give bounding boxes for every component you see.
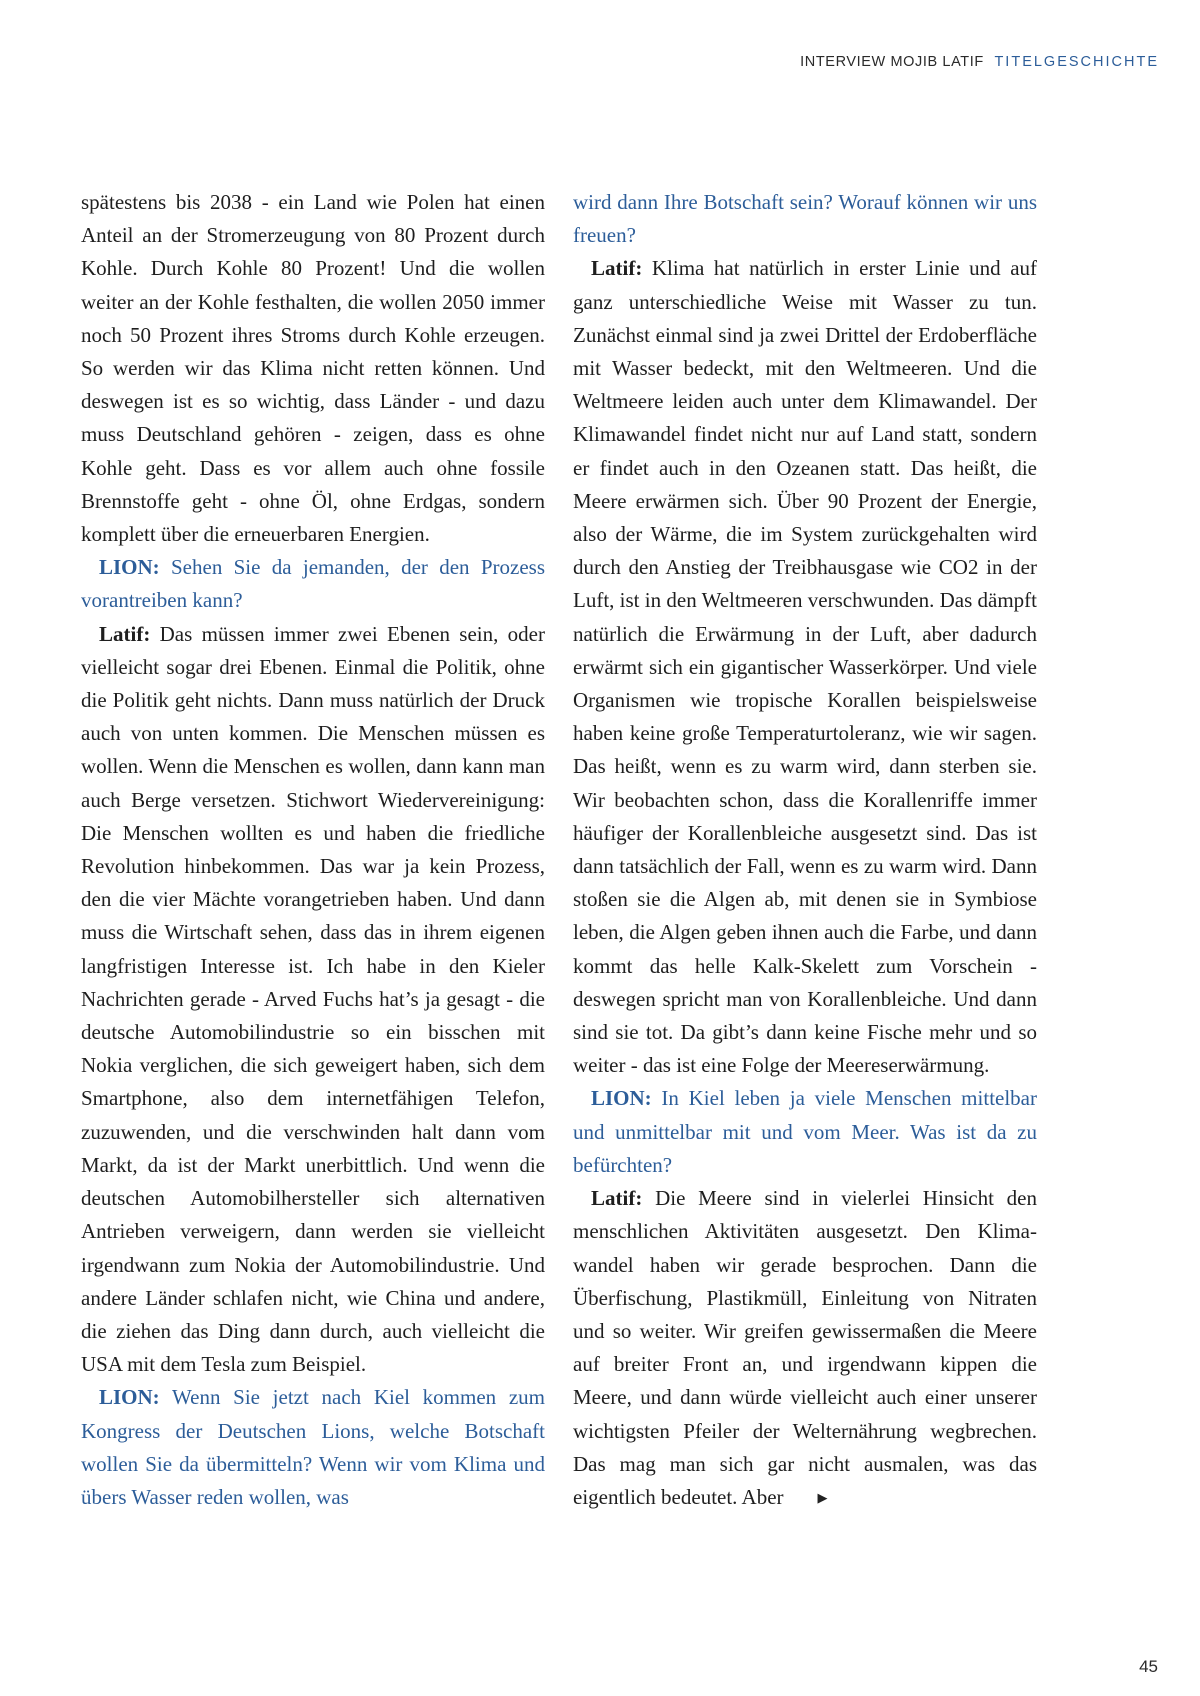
answer-text: Das müssen immer zwei Ebenen sein, oder vielleicht sogar drei Ebenen. Einmal die Politik, ohne die Politik geht nichts. Dann muss natürlich der Druck auch von unten kommen. Die Menschen müssen es wollen. Wenn die Menschen es wollen, dann kann man auch Berge versetzen. Stichwort Wiedervereinigung: Die Menschen wollten es und haben die friedliche Revolution hinbekommen. Das war ja kein Prozess, den die vier Mächte vorangetrieben haben. Und dann muss die Wirtschaft sehen, dass das in ihrem eigenen langfristigen Interesse ist. Ich habe in den Kieler Nachrichten gerade - Arved Fuchs hat’s ja gesagt - die deutsche Automobilindustrie so ein bisschen mit Nokia verglichen, die sich geweigert haben, sich dem Smartphone, also dem internetfähigen Telefon, zuzuwenden, und die verschwinden halt dann vom Markt, da ist der Markt unerbittlich. Und wenn die deutschen Automobilhersteller sich alternativen Antrieben verweigern, dann werden sie vielleicht irgendwann zum Nokia der Automobilindustrie. Und andere Länder schlafen nicht, wie China und andere, die ziehen das Ding dann durch, auch vielleicht die USA mit dem Tesla zum Beispiel. xyxy=(81,621,545,1377)
header-section: TITELGESCHICHTE xyxy=(994,54,1159,70)
answer-text: Klima hat natürlich in erster Linie und auf ganz unterschiedliche Weise mit Wasser zu tun. Zunächst einmal sind ja zwei Drittel der Erdoberfläche mit Wasser bedeckt, mit den Weltmeeren. Und die Weltmeere leiden auch unter dem Klimawandel. Der Klimawandel findet nicht nur auf Land statt, sondern er findet auch in den Ozeanen statt. Das heißt, die Meere erwärmen sich. Über 90 Prozent der Energie, also der Wärme, die im System zurückgehalten wird durch den Anstieg der Treibhausgase wie CO2 in der Luft, ist in den Weltmeeren verschwunden. Das dämpft natürlich die Erwärmung in der Luft, aber dadurch erwärmt sich ein gigantischer Wasserkörper. Und viele Organismen wie tropische Korallen beispielsweise haben keine große Temperaturtoleranz, wie wir sagen. Das heißt, wenn es zu warm wird, dann sterben sie. Wir beobachten schon, dass die Korallenriffe immer häufiger der Korallenbleiche ausgesetzt sind. Das ist dann tatsächlich der Fall, wenn es zu warm wird. Dann stoßen sie die Algen ab, mit denen sie in Symbiose leben, die Algen geben ihnen auch die Farbe, und dann kommt das helle Kalk-Skelett zum Vorschein - deswegen spricht man von Korallenbleiche. Und dann sind sie tot. Da gibt’s dann keine Fische mehr und so weiter - das ist eine Folge der Meereserwärmung. xyxy=(573,256,1038,1078)
right-column xyxy=(573,186,1037,1515)
question-text: In Kiel leben ja viele Menschen mittelbar und unmittelbar mit und vom Meer. Was ist da zu befürchten? xyxy=(573,1086,1037,1177)
speaker-latif: Latif: xyxy=(99,621,151,646)
answer xyxy=(573,252,1037,1082)
continue-arrow-icon: ▶ xyxy=(817,1490,828,1506)
speaker-latif: Latif: xyxy=(591,256,643,281)
speaker-lion: LION: xyxy=(591,1086,652,1111)
question xyxy=(573,1082,1037,1182)
page-number: 45 xyxy=(1139,1657,1158,1676)
question-text: Sehen Sie da jemanden, der den Prozess vorantreiben kann? xyxy=(81,555,545,613)
running-header xyxy=(800,54,1159,70)
header-title: INTERVIEW MOJIB LATIF xyxy=(800,54,984,70)
answer xyxy=(573,1182,1037,1515)
paragraph: spätestens bis 2038 - ein Land wie Polen hat einen Anteil an der Stromerzeugung von 80 Prozent durch Kohle. Durch Kohle 80 Prozent! Und die wollen weiter an der Kohle festhalten, die wollen 2050 immer noch 50 Prozent ihres Stroms durch Kohle erzeugen. So werden wir das Klima nicht retten können. Und deswegen ist es so wichtig, dass Länder - und dazu muss Deutschland gehören - zeigen, dass es ohne Kohle geht. Dass es vor allem auch ohne fossile Brennstoffe geht - ohne Öl, ohne Erdgas, sondern komplett über die erneuerbaren Energien. xyxy=(81,190,545,547)
answer-text: Die Meere sind in vielerlei Hinsicht den menschlichen Aktivitäten ausgesetzt. Den Klimawandel haben wir gerade besprochen. Dann die Überfischung, Plastikmüll, Einleitung von Nitraten und so weiter. Wir greifen gewissermaßen die Meere auf breiter Front an, und irgendwann kippen die Meere, und dann würde vielleicht auch einer unserer wichtigsten Pfeiler der Welternährung wegbrechen. Das mag man sich gar nicht ausmalen, was das eigentlich bedeutet. Aber xyxy=(573,1186,1037,1509)
question xyxy=(81,551,545,617)
question-continued: wird dann Ihre Botschaft sein? Worauf können wir uns freuen? xyxy=(573,190,1037,248)
speaker-lion: LION: xyxy=(99,555,160,580)
question-text: Wenn Sie jetzt nach Kiel kommen zum Kongress der Deutschen Lions, welche Botschaft wollen Sie da übermitteln? Wenn wir vom Klima und übers Wasser reden wollen, was xyxy=(81,1385,545,1509)
question xyxy=(81,1381,545,1514)
speaker-lion: LION: xyxy=(99,1385,160,1410)
left-column xyxy=(81,186,545,1514)
answer xyxy=(81,618,545,1382)
speaker-latif: Latif: xyxy=(591,1186,643,1211)
